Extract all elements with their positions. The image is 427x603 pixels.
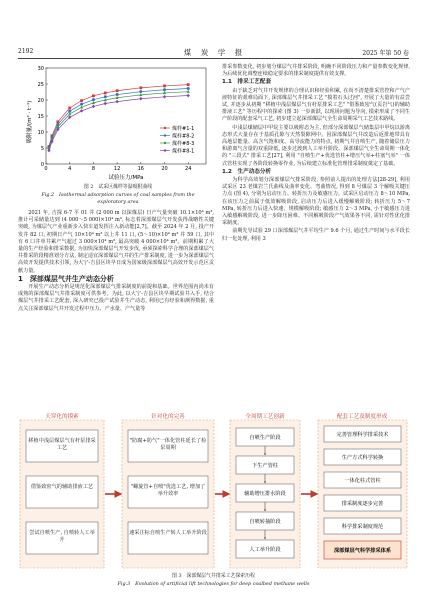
- data-point: [92, 105, 95, 109]
- data-point: [139, 90, 142, 93]
- data-point: [104, 92, 107, 95]
- stage2-box: "防腐+防气"一体化管柱延长了检泵周期: [128, 430, 208, 462]
- left-column: [18, 210, 214, 314]
- svg-text:自喷生产阶段: 自喷生产阶段: [249, 435, 281, 441]
- svg-text:深部煤层气科学排采体系: 深部煤层气科学排采体系: [333, 548, 392, 554]
- y-tick-label: 30: [37, 65, 44, 72]
- y-tick-label: 15: [37, 113, 44, 120]
- stage4-box: [324, 495, 401, 511]
- data-point: [92, 94, 95, 97]
- stage4-box: [324, 426, 401, 442]
- data-point: [116, 100, 119, 104]
- fig3-diagram: [18, 412, 409, 570]
- svg-text:自喷转抽阶段: 自喷转抽阶段: [249, 519, 281, 525]
- svg-text:辅助增压排水阶段: 辅助增压排水阶段: [244, 491, 286, 497]
- stage4-box: [324, 541, 401, 559]
- data-point: [104, 102, 107, 106]
- stage2-box: "螺旋管+自喷"优选工艺, 增加了举升效率: [128, 476, 208, 508]
- stage3-title: 全周期工艺创新: [245, 414, 285, 420]
- journal-name: 煤 炭 学 报: [183, 48, 244, 57]
- svg-text:排采制度逐步完善: 排采制度逐步完善: [341, 501, 384, 507]
- paragraph: 中浅层煤储层中甲烷主要以吸附态为主, 但部分深部煤层气储集层中甲烷以游离态形式大量存在于基质孔隙与天然裂隙网中。因深部煤层气井改造后返排地带具有高地层能量、高含气饱和度、高导流能力的特点, 初期气井自喷生产, 随着储层压力和游离气含量的双重降低, 逐步过渡到人工举升阶段。深部煤层气全生命周期一体化的 "三段式" 排采工艺[27], 利用 "自喷生产+优选管柱+增压气举+柱塞气举" 一体式管柱实现了各阶段转换零作业, 为后续建立标准化管理排采制度奠定了基础。: [222, 124, 410, 167]
- fig2-chart: [22, 64, 210, 182]
- header-rule: [18, 58, 409, 59]
- data-point: [187, 83, 190, 86]
- paragraph: 前期先导试验 29 口深部煤层气井平均生产 9.6 个月, 通过生产时间与水平段长归一化处理, 利用 3: [222, 228, 410, 242]
- y-tick-label: 0: [40, 161, 44, 168]
- stage4-box: [324, 449, 401, 465]
- svg-text:生产方式科学转换: 生产方式科学转换: [341, 455, 384, 461]
- data-point: [116, 93, 119, 96]
- y-tick-label: 10: [37, 129, 44, 136]
- x-axis-label: 试验压力/MPa: [108, 175, 144, 181]
- y-axis-label: 吸附量/(m³ · t⁻¹): [27, 100, 33, 144]
- stage3-box: [236, 456, 294, 474]
- paragraph: 2021 年, 吉探 6-7 平 01 井 (2 000 m 以深煤层) 日产气量突破 10.1×10⁴ m³, 推计可采储量达到 (4 000～5 000)×10⁴ m³, 标志着深部煤层气开发获得战略性关键突破, 为煤层气产业重新步入快车道发挥注入新动能[2,7]。截至 2024 年 2 月, 投产开发井 82 口, 初期日产气 10×10⁴ m³ 以上井 11 口, (5～10)×10⁴ m³ 井 59 口, 其中有 6 口井单井累产气超过 3 000×10⁴ m³, 最高突破 4 000×10⁴ m³。前期积累了大量的生产经验和排采数据, 为加快深部煤层气开发步伐, 亟须探索科学合理的深部煤层气井排采阶段精准划分方法, 制定适宜深部煤层气井的生产排采制度, 进一步为深部煤层气高效开发提供技术引领, 为大宁-吉县区块早日成为国家级深部煤层气高效开发示范区贡献力量。: [18, 210, 214, 274]
- svg-text:下生产管柱: 下生产管柱: [252, 463, 278, 469]
- legend-label: 煤样#8-2: [172, 133, 195, 140]
- legend-marker: [164, 149, 166, 151]
- legend-label: 煤样#8-3: [172, 140, 195, 147]
- stage1-box: 借鉴致密气的辅助排液工艺: [26, 476, 98, 508]
- paragraph: 为科学高效划分深部煤层气排采阶段, 参照前人提出的处理方法[28-29], 利用试采区 23 老煤岩兰氏曲线及曲率变化、弯曲情况, 得到 8 号煤层 3 个解吸关键压力点 (图 4), 分别为启动压力、转折压力及敏感压力。试采区启动压力 8～10 MPa, 在该压力之前属于低效解吸阶段, 启动压力后进入缓慢解吸阶段; 转折压力 5～7 MPa, 转折压力后进入快速、规模解吸阶段; 敏感压力 2～3 MPa, 小于敏感压力进入敏感解吸阶段, 进一步降压困难。不同解吸阶段产气效果各不同, 需针对性优化排采制度。: [222, 177, 410, 227]
- subsection-heading: 1.2 生产动态分析: [222, 168, 272, 175]
- chart-series: [47, 83, 189, 152]
- svg-text:科学排采制度规范: 科学排采制度规范: [341, 524, 384, 530]
- data-point: [92, 98, 95, 101]
- y-tick-label: 20: [37, 97, 44, 104]
- data-point: [139, 97, 142, 101]
- stage3-box: [236, 540, 294, 558]
- subsection-heading: 1.1 排采工艺配套: [222, 79, 272, 86]
- data-point: [163, 95, 166, 99]
- right-column: [222, 64, 410, 244]
- page-number: 2192: [18, 48, 34, 55]
- stage3-box: [236, 484, 294, 502]
- paragraph: 排采参数变化, 初步划分煤层气井排采阶段, 明确不同阶段压力和产量参数变化规律, 为后续优化调整连续稳定要求的排采制度提供有效支撑。: [222, 64, 410, 78]
- data-point: [80, 103, 83, 106]
- data-point: [68, 110, 71, 113]
- data-point: [163, 85, 166, 88]
- stage4-box: [324, 518, 401, 534]
- x-tick-label: 24: [185, 166, 192, 172]
- stage1-box: 尝试自喷生产, 自喷转人工举升: [26, 522, 98, 554]
- series-line: [49, 92, 188, 150]
- paragraph: 开展生产动态分析是规范化深部煤层气排采制度的前提和基础。世界范围内尚未有成熟的深部煤层气井排采制度可供参考。为此, 以大宁-吉县区块早期试验井入手, 结合煤层气井排采工艺配套, 深入研究已投产试验井生产动态, 利用已有经验和测得数据, 重点关注深部煤层气井开发过程中压力、产水量、产气量等: [18, 284, 214, 312]
- legend-label: 煤样#1-1: [172, 125, 195, 132]
- legend-label: 煤样#8-1: [172, 148, 195, 155]
- data-point: [47, 149, 50, 153]
- x-tick-label: 0: [44, 166, 48, 172]
- stage4-title: 配套工艺及制度形成: [336, 414, 388, 420]
- fig3-caption-cn: 图 3 深部煤层气井排采工艺探索历程: [172, 573, 255, 579]
- legend-marker: [164, 142, 166, 144]
- fig3-caption-en: Fig.3 Evolution of artificial lift technologies for deep coalbed methane wells: [117, 581, 310, 587]
- chart-legend: [160, 125, 194, 155]
- x-tick-label: 20: [161, 166, 168, 172]
- stage3-box: [236, 428, 294, 446]
- data-point: [163, 88, 166, 91]
- svg-text:完善管理科学排采技术: 完善管理科学排采技术: [336, 432, 389, 438]
- stage1-box: 移植中浅层煤层气有杆泵排采工艺: [26, 430, 98, 462]
- data-point: [187, 87, 190, 90]
- x-tick-label: 8: [91, 166, 96, 172]
- x-tick-label: 12: [113, 166, 121, 172]
- data-point: [80, 99, 83, 102]
- stage3-box: [236, 512, 294, 530]
- paragraph: 由于缺乏对气井开发规律的合理认识和经验积累, 在尚不清楚排采管控和产气产液特征的艰难局面下, 深部煤层气井排采工艺 "摸着石头过河", 开展了大量的有益尝试, 并逐步从初期 "移植中浅层煤层气有杆泵排采工艺" "借鉴致密气(页岩气)的辅助排液工艺" 等历程中的探索 (图 3) 一步新跃, 以现场问题为导向, 摸索形成了不同生产阶段的配套采气工艺, 初步建立起深部煤层气全生命周期采气工艺技术路线。: [222, 87, 410, 123]
- stage2-box: 速采注标自喷生产转人工举升阶段: [128, 522, 208, 554]
- fig2-caption-en-1: Fig.2 Isothermal adsorption curves of coal samples from the: [41, 192, 195, 198]
- data-point: [68, 107, 71, 110]
- data-point: [116, 89, 119, 92]
- stage1-title: 天穿化的摸索: [45, 414, 79, 420]
- x-tick-label: 16: [137, 166, 145, 172]
- y-tick-label: 5: [40, 145, 44, 152]
- svg-text:人工举升阶段: 人工举升阶段: [249, 547, 281, 553]
- y-tick-label: 25: [37, 81, 44, 88]
- svg-text:一体化柱式管柱: 一体化柱式管柱: [344, 478, 381, 484]
- x-tick-label: 4: [68, 166, 72, 172]
- stage2-title: 针对化的完善: [151, 414, 185, 420]
- series-line: [49, 96, 188, 151]
- legend-marker: [164, 134, 166, 136]
- stage4-box: [324, 472, 401, 488]
- data-point: [104, 95, 107, 98]
- fig2-caption-cn: 图 2 试采区煤样等温吸附曲线: [83, 184, 153, 190]
- data-point: [187, 90, 190, 93]
- legend-marker: [164, 127, 166, 129]
- data-point: [139, 86, 142, 89]
- data-point: [187, 94, 190, 98]
- issue-info: 2025 年第 50 卷: [362, 50, 409, 57]
- series-line: [49, 85, 188, 147]
- section-heading: 1 深部煤层气井生产动态分析: [18, 274, 114, 283]
- fig2-caption-en-2: exploratory area: [97, 199, 139, 205]
- data-point: [80, 109, 83, 113]
